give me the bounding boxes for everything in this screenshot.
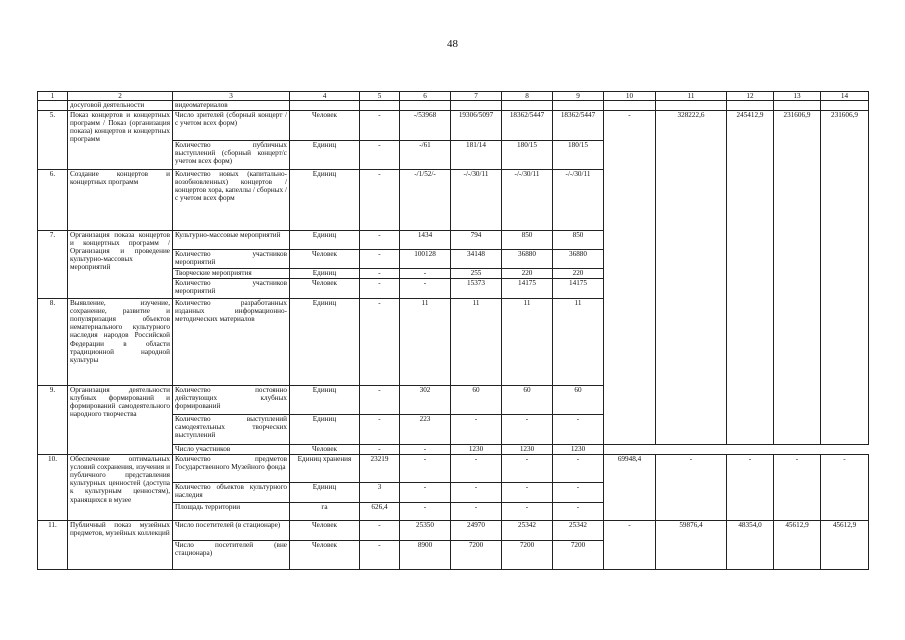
value-cell: - xyxy=(360,386,400,415)
service-name: Публичный показ музейных предметов, музейных коллекций xyxy=(68,521,173,570)
unit-cell: Человек xyxy=(290,250,360,269)
value-cell: 180/15 xyxy=(553,141,604,170)
value-cell: 60 xyxy=(502,386,553,415)
section-number: 11. xyxy=(38,521,68,570)
value-cell: - xyxy=(553,503,604,521)
indicator-name: Количество предметов Государственного Музейного фонда xyxy=(173,455,290,483)
unit-cell: Человек xyxy=(290,111,360,141)
value-cell: 1230 xyxy=(502,445,553,455)
cont-empty xyxy=(656,101,727,111)
value-cell: 850 xyxy=(502,231,553,250)
financing-cell: - xyxy=(774,455,821,521)
value-cell: - xyxy=(400,483,451,503)
unit-cell: Единиц xyxy=(290,299,360,386)
value-cell: 220 xyxy=(502,269,553,279)
unit-cell: Единиц xyxy=(290,269,360,279)
value-cell: 180/15 xyxy=(502,141,553,170)
value-cell: -/-/30/11 xyxy=(553,170,604,231)
value-cell: 223 xyxy=(400,415,451,445)
header-col-6: 6 xyxy=(400,92,451,101)
indicator-name: Количество новых (капитально-возобновленных) концертов / концертов хора, капеллы / сборных / с учетом всех форм xyxy=(173,170,290,231)
header-col-5: 5 xyxy=(360,92,400,101)
value-cell: 24970 xyxy=(451,521,502,541)
value-cell: 8900 xyxy=(400,541,451,570)
value-cell: -/61 xyxy=(400,141,451,170)
unit-cell: Единиц xyxy=(290,386,360,415)
indicator-name: Количество постоянно действующих клубных формирований xyxy=(173,386,290,415)
value-cell: 100128 xyxy=(400,250,451,269)
indicator-name: Количество объектов культурного наследия xyxy=(173,483,290,503)
section-number: 7. xyxy=(38,231,68,299)
header-col-8: 8 xyxy=(502,92,553,101)
service-name: Показ концертов и концертных программ / Показ (организация показа) концертов и концертных программ xyxy=(68,111,173,170)
value-cell: -/1/52/- xyxy=(400,170,451,231)
indicator-name: Количество выступлений самодеятельных творческих выступлений xyxy=(173,415,290,445)
cont-empty xyxy=(451,101,502,111)
indicator-name: Число зрителей (сборный концерт / с учетом всех форм) xyxy=(173,111,290,141)
value-cell: - xyxy=(400,455,451,483)
service-name: Выявление, изучение, сохранение, развитие и популяризация объектов нематериального культурного наследия народов Российской Федерации в области традиционной народной культуры xyxy=(68,299,173,386)
value-cell: - xyxy=(360,231,400,250)
value-cell: 25350 xyxy=(400,521,451,541)
indicator-name: Количество разработанных изданных информационно-методических материалов xyxy=(173,299,290,386)
value-cell: 1434 xyxy=(400,231,451,250)
value-cell: 181/14 xyxy=(451,141,502,170)
value-cell: 25342 xyxy=(553,521,604,541)
indicator-name: Творческие мероприятия xyxy=(173,269,290,279)
indicator-name: Число участников xyxy=(173,445,290,455)
unit-cell: Единиц xyxy=(290,483,360,503)
value-cell: 60 xyxy=(451,386,502,415)
value-cell: -/-/30/11 xyxy=(451,170,502,231)
service-name: Организация деятельности клубных формирований и формирований самодеятельного народного творчества xyxy=(68,386,173,455)
value-cell: - xyxy=(451,415,502,445)
header-row xyxy=(38,92,869,101)
financing-cell: 69948,4 xyxy=(604,455,656,521)
value-cell: 302 xyxy=(400,386,451,415)
section-number: 6. xyxy=(38,170,68,231)
value-cell: - xyxy=(360,250,400,269)
value-cell: - xyxy=(502,455,553,483)
value-cell: - xyxy=(502,415,553,445)
cont-empty xyxy=(502,101,553,111)
value-cell: - xyxy=(360,445,400,455)
financing-cell: 231606,9 xyxy=(821,111,869,445)
financing-cell: 231606,9 xyxy=(774,111,821,445)
unit-cell: Человек xyxy=(290,521,360,541)
financing-cell: - xyxy=(604,111,656,445)
value-cell: 34148 xyxy=(451,250,502,269)
unit-cell: Единиц xyxy=(290,170,360,231)
cont-col3: видеоматериалов xyxy=(173,101,290,111)
value-cell: 36880 xyxy=(502,250,553,269)
value-cell: -/-/30/11 xyxy=(502,170,553,231)
value-cell: 1230 xyxy=(553,445,604,455)
unit-cell: Единиц xyxy=(290,415,360,445)
value-cell: 3 xyxy=(360,483,400,503)
value-cell: 7200 xyxy=(553,541,604,570)
header-col-11: 11 xyxy=(656,92,727,101)
table-row xyxy=(38,111,869,141)
value-cell: 11 xyxy=(400,299,451,386)
value-cell: 18362/5447 xyxy=(553,111,604,141)
cont-num xyxy=(38,101,68,111)
cont-empty xyxy=(727,101,774,111)
unit-cell: Человек xyxy=(290,541,360,570)
value-cell: 11 xyxy=(451,299,502,386)
financing-cell: 59876,4 xyxy=(656,521,727,570)
header-col-7: 7 xyxy=(451,92,502,101)
value-cell: - xyxy=(360,141,400,170)
header-col-13: 13 xyxy=(774,92,821,101)
data-table xyxy=(37,91,869,570)
indicator-name: Число посетителей (вне стационара) xyxy=(173,541,290,570)
value-cell: 255 xyxy=(451,269,502,279)
financing-cell: - xyxy=(604,521,656,570)
value-cell: - xyxy=(400,503,451,521)
indicator-name: Количество участников мероприятий xyxy=(173,250,290,269)
financing-cell: - xyxy=(656,455,727,521)
service-name: Обеспечение оптимальных условий сохранения, изучения и публичного представления культурных ценностей (доступа к культурным ценностям), хранящихся в музее xyxy=(68,455,173,521)
value-cell: 11 xyxy=(502,299,553,386)
value-cell: - xyxy=(360,415,400,445)
page-number: 48 xyxy=(447,38,458,50)
value-cell: - xyxy=(360,299,400,386)
unit-cell: Человек xyxy=(290,445,360,455)
value-cell: - xyxy=(360,541,400,570)
section-number: 5. xyxy=(38,111,68,170)
value-cell: 850 xyxy=(553,231,604,250)
financing-cell: - xyxy=(821,455,869,521)
header-col-4: 4 xyxy=(290,92,360,101)
header-col-9: 9 xyxy=(553,92,604,101)
value-cell: 11 xyxy=(553,299,604,386)
value-cell: -/53968 xyxy=(400,111,451,141)
value-cell: - xyxy=(502,483,553,503)
cont-empty xyxy=(553,101,604,111)
value-cell: - xyxy=(502,503,553,521)
value-cell: - xyxy=(451,455,502,483)
value-cell: - xyxy=(360,521,400,541)
value-cell: 7200 xyxy=(451,541,502,570)
service-name: Организация показа концертов и концертных программ / Организация и проведение культурно-массовых мероприятий xyxy=(68,231,173,299)
unit-cell: Единиц xyxy=(290,141,360,170)
cont-empty xyxy=(774,101,821,111)
value-cell: - xyxy=(360,279,400,299)
financing-cell: 48354,0 xyxy=(727,521,774,570)
cont-col2: досуговой деятельности xyxy=(68,101,173,111)
value-cell: 794 xyxy=(451,231,502,250)
financing-cell: - xyxy=(727,455,774,521)
header-col-10: 10 xyxy=(604,92,656,101)
header-col-12: 12 xyxy=(727,92,774,101)
unit-cell: Единиц xyxy=(290,231,360,250)
section-number: 10. xyxy=(38,455,68,521)
value-cell: - xyxy=(360,269,400,279)
value-cell: 23219 xyxy=(360,455,400,483)
unit-cell: Единиц хранения xyxy=(290,455,360,483)
value-cell: 19306/5097 xyxy=(451,111,502,141)
value-cell: 14175 xyxy=(553,279,604,299)
financing-cell: 245412,9 xyxy=(727,111,774,445)
value-cell: 18362/5447 xyxy=(502,111,553,141)
value-cell: - xyxy=(451,483,502,503)
value-cell: - xyxy=(400,445,451,455)
cont-empty xyxy=(290,101,360,111)
section-number: 8. xyxy=(38,299,68,386)
cont-empty xyxy=(604,101,656,111)
value-cell: - xyxy=(553,455,604,483)
value-cell: 15373 xyxy=(451,279,502,299)
value-cell: - xyxy=(400,279,451,299)
cont-empty xyxy=(360,101,400,111)
table-row xyxy=(38,455,869,483)
table-row xyxy=(38,521,869,541)
value-cell: 1230 xyxy=(451,445,502,455)
service-name: Создание концертов и концертных программ xyxy=(68,170,173,231)
indicator-name: Площадь территории xyxy=(173,503,290,521)
indicator-name: Количество публичных выступлений (сборный концерт/с учетом всех форм) xyxy=(173,141,290,170)
indicator-name: Культурно-массовые мероприятий xyxy=(173,231,290,250)
continuation-row xyxy=(38,101,869,111)
unit-cell: Человек xyxy=(290,279,360,299)
financing-cell: 45612,9 xyxy=(821,521,869,570)
value-cell: 36880 xyxy=(553,250,604,269)
value-cell: - xyxy=(451,503,502,521)
indicator-name: Количество участников мероприятий xyxy=(173,279,290,299)
cont-empty xyxy=(821,101,869,111)
section-number: 9. xyxy=(38,386,68,455)
value-cell: 7200 xyxy=(502,541,553,570)
value-cell: - xyxy=(360,170,400,231)
header-col-1: 1 xyxy=(38,92,68,101)
header-col-2: 2 xyxy=(68,92,173,101)
value-cell: 220 xyxy=(553,269,604,279)
value-cell: 626,4 xyxy=(360,503,400,521)
value-cell: - xyxy=(553,483,604,503)
value-cell: - xyxy=(553,415,604,445)
financing-cell: 45612,9 xyxy=(774,521,821,570)
value-cell: 14175 xyxy=(502,279,553,299)
indicator-name: Число посетителей (в стационаре) xyxy=(173,521,290,541)
value-cell: - xyxy=(360,111,400,141)
financing-cell: 328222,6 xyxy=(656,111,727,445)
value-cell: 60 xyxy=(553,386,604,415)
value-cell: 25342 xyxy=(502,521,553,541)
value-cell: - xyxy=(400,269,451,279)
cont-empty xyxy=(400,101,451,111)
header-col-3: 3 xyxy=(173,92,290,101)
unit-cell: га xyxy=(290,503,360,521)
header-col-14: 14 xyxy=(821,92,869,101)
